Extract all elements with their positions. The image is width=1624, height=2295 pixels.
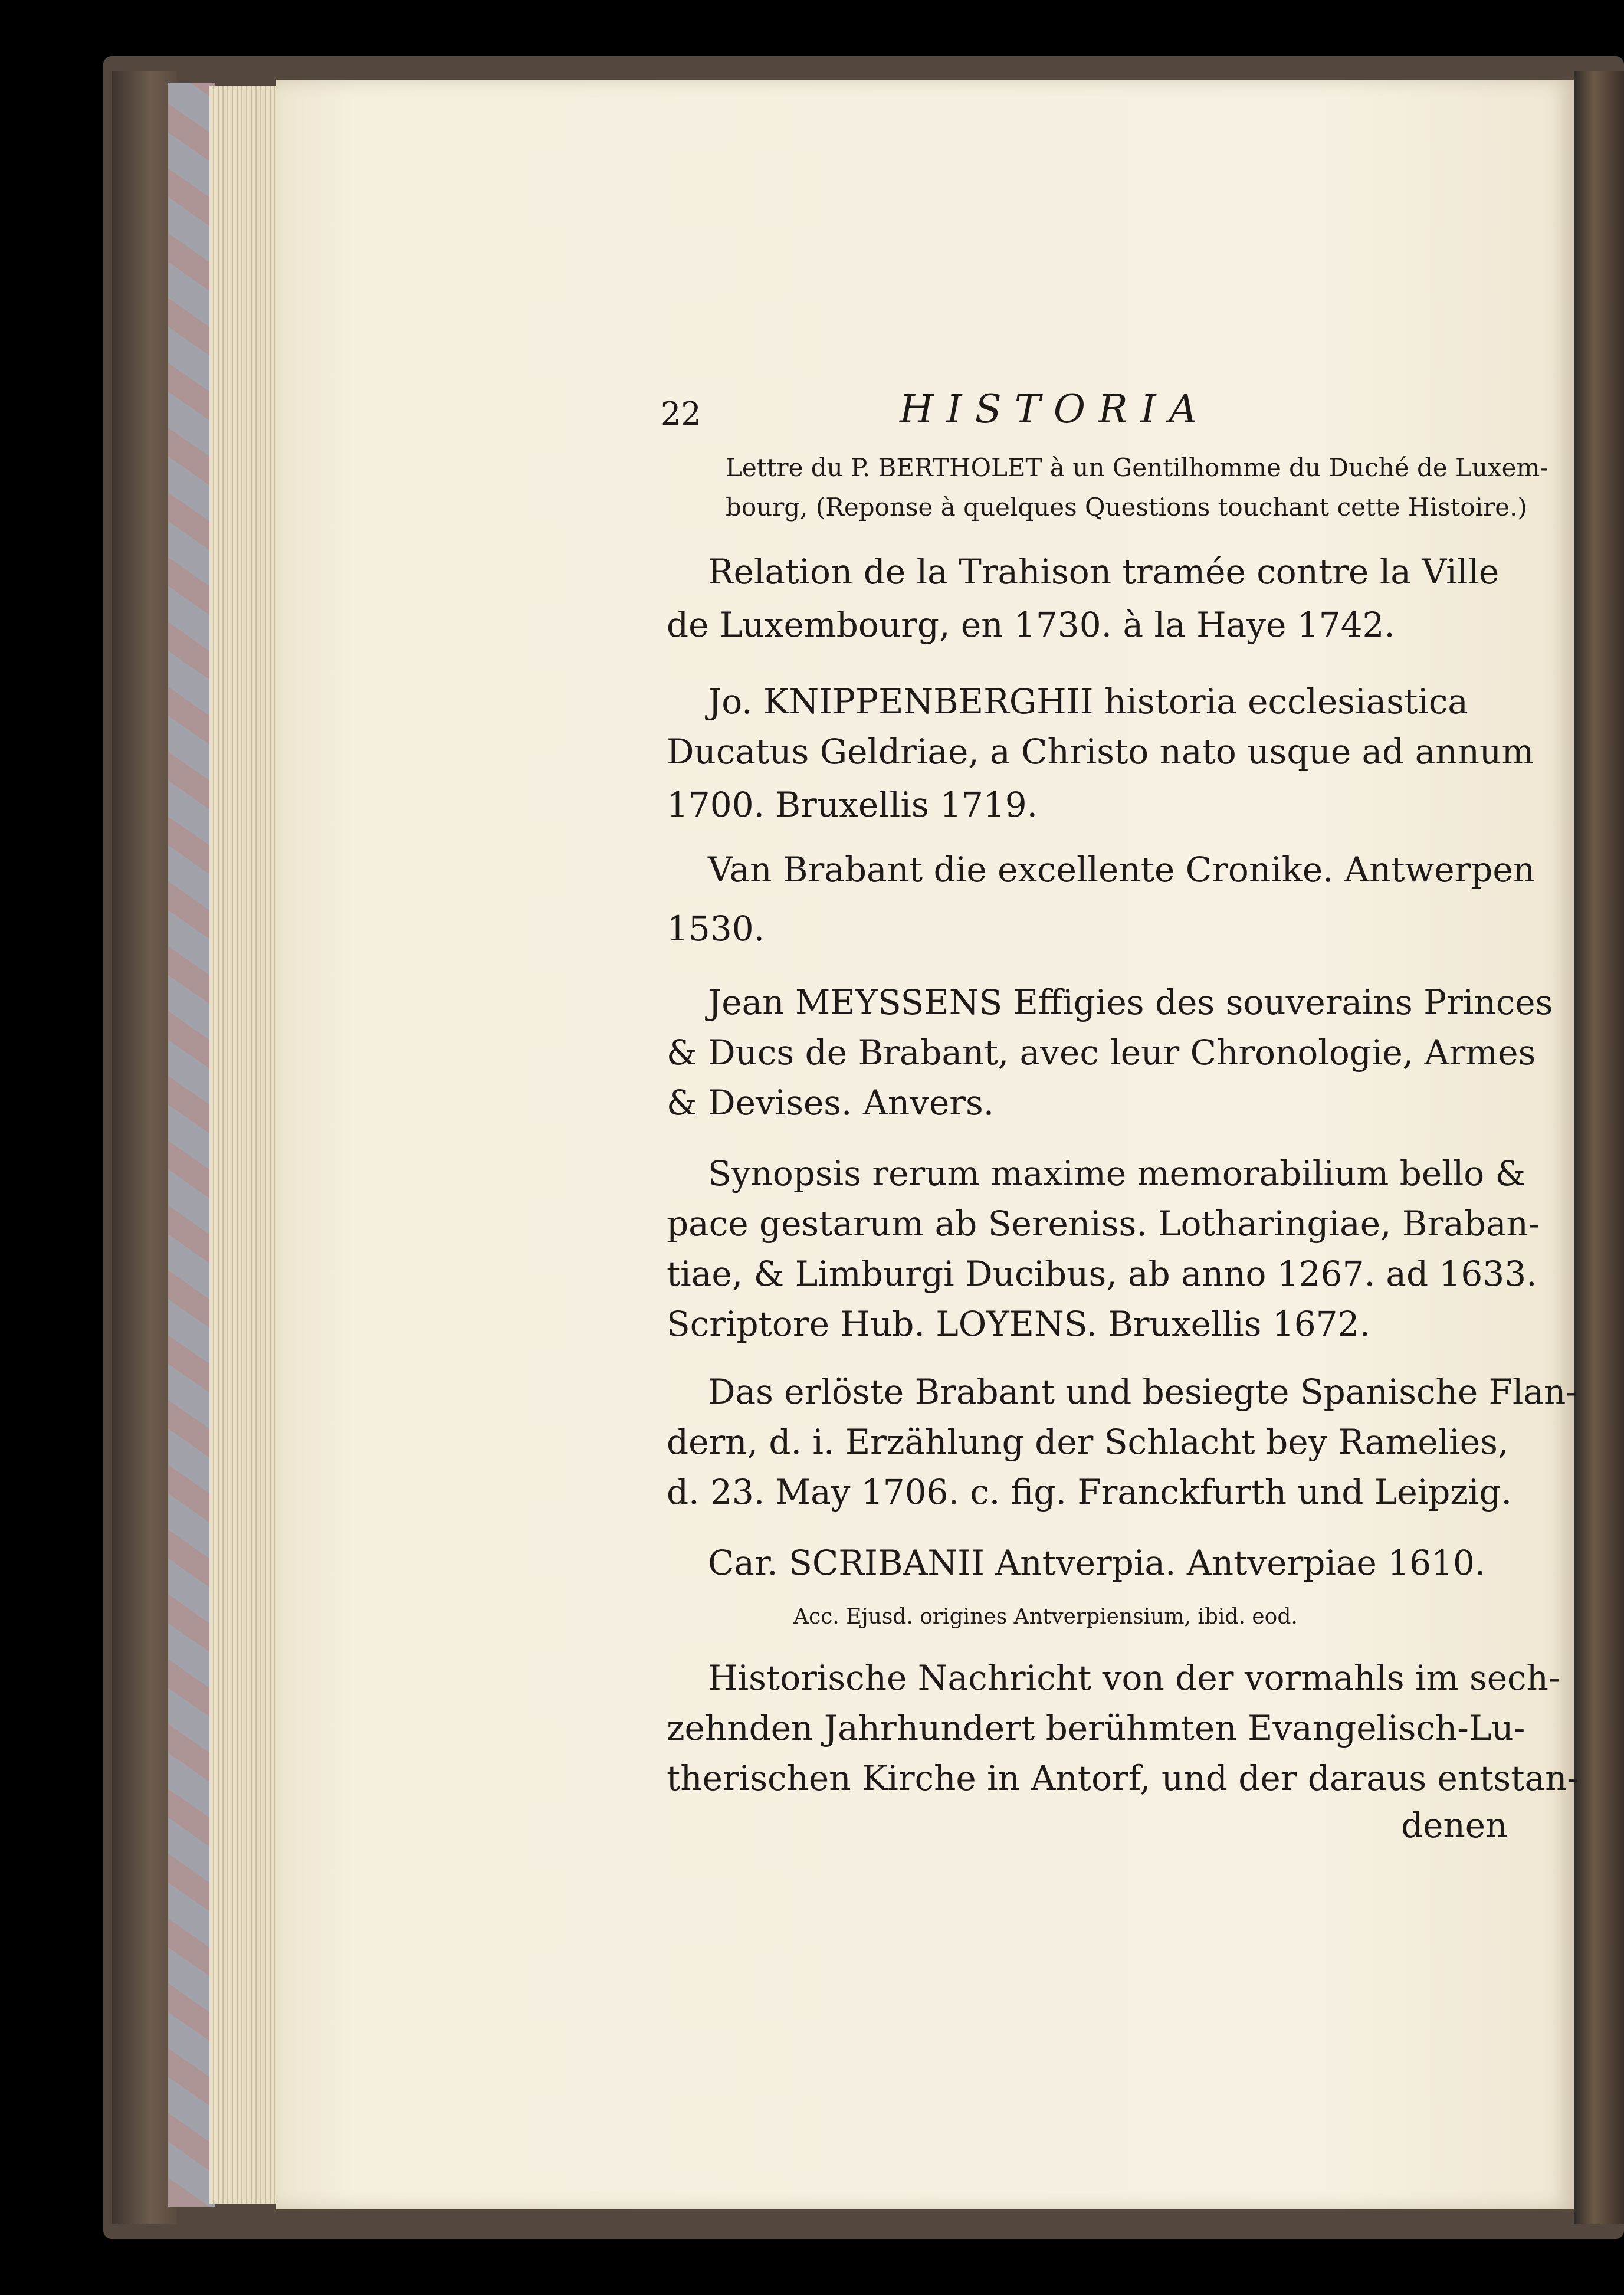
text-line: zehnden Jahrhundert berühmten Evangelisch-Lu- [667, 1708, 1525, 1748]
text-line: dern, d. i. Erzählung der Schlacht bey Ramelies, [667, 1422, 1509, 1462]
text-line: Jean MEYSSENS Effigies des souverains Princes [708, 982, 1553, 1022]
text-line: 1700. Bruxellis 1719. [667, 785, 1038, 825]
text-line: pace gestarum ab Sereniss. Lotharingiae, Braban- [667, 1204, 1540, 1244]
text-line: de Luxembourg, en 1730. à la Haye 1742. [667, 605, 1395, 645]
text-line: & Ducs de Brabant, avec leur Chronologie, Armes [667, 1032, 1536, 1073]
text-line: 1530. [667, 909, 765, 949]
text-line: Jo. KNIPPENBERGHII historia ecclesiastica [708, 681, 1468, 722]
text-line: Acc. Ejusd. origines Antverpiensium, ibid. eod. [793, 1605, 1298, 1629]
text-line: bourg, (Reponse à quelques Questions touchant cette Histoire.) [726, 493, 1527, 522]
text-line: Ducatus Geldriae, a Christo nato usque ad annum [667, 732, 1534, 772]
text-line: Das erlöste Brabant und besiegte Spanische Flan- [708, 1372, 1577, 1412]
cover-edge [112, 71, 177, 2224]
text-line: & Devises. Anvers. [667, 1083, 995, 1123]
text-line: Historische Nachricht von der vormahls im sech- [708, 1658, 1560, 1698]
page-edges [209, 86, 277, 2204]
text-line: Scriptore Hub. LOYENS. Bruxellis 1672. [667, 1304, 1370, 1344]
text-line: Van Brabant die excellente Cronike. Antwerpen [708, 850, 1536, 890]
text-line: d. 23. May 1706. c. fig. Franckfurth und Leipzig. [667, 1472, 1513, 1512]
text-line: Lettre du P. BERTHOLET à un Gentilhomme du Duché de Luxem- [726, 453, 1548, 482]
text-line: Synopsis rerum maxime memorabilium bello & [708, 1153, 1526, 1194]
marbled-endpaper [168, 83, 215, 2207]
text-line: Relation de la Trahison tramée contre la Ville [708, 552, 1500, 592]
facing-page-edge [1574, 71, 1624, 2224]
page-number: 22 [661, 395, 701, 432]
text-line: tiae, & Limburgi Ducibus, ab anno 1267. ad 1633. [667, 1254, 1537, 1294]
text-line: therischen Kirche in Antorf, und der daraus entstan- [667, 1758, 1579, 1798]
running-header: HISTORIA [900, 386, 1210, 432]
text-line: denen [1401, 1805, 1508, 1845]
text-line: Car. SCRIBANII Antverpia. Antverpiae 1610. [708, 1543, 1486, 1583]
